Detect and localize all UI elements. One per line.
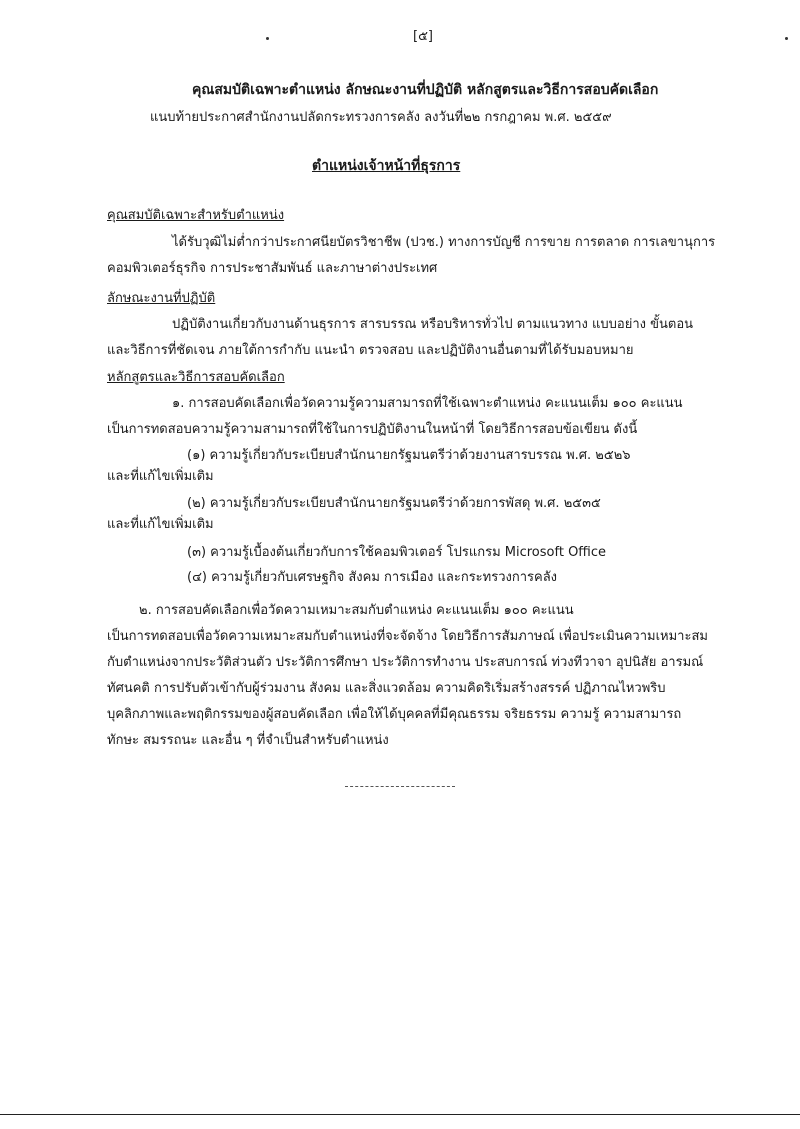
exam-part2-line-2: เป็นการทดสอบเพื่อวัดความเหมาะสมกับตำแหน่งที่จะจัดจ้าง โดยวิธีการสัมภาษณ์ เพื่อประเมินความเหมาะสม <box>107 629 708 644</box>
exam-part2-line-6: ทักษะ สมรรถนะ และอื่น ๆ ที่จำเป็นสำหรับตำแหน่ง <box>107 733 389 748</box>
exam-item-4: (๔) ความรู้เกี่ยวกับเศรษฐกิจ สังคม การเมือง และกระทรวงการคลัง <box>187 570 558 585</box>
exam-part2-line-1: ๒. การสอบคัดเลือกเพื่อวัดความเหมาะสมกับตำแหน่ง คะแนนเต็ม ๑๐๐ คะแนน <box>139 603 574 618</box>
exam-item-1-line-1: (๑) ความรู้เกี่ยวกับระเบียบสำนักนายกรัฐมนตรีว่าด้วยงานสารบรรณ พ.ศ. ๒๕๒๖ <box>187 448 631 463</box>
document-subtitle: แนบท้ายประกาศสำนักงานปลัดกระทรวงการคลัง ลงวันที่๒๒ กรกฎาคม พ.ศ. ๒๕๕๙ <box>150 110 612 125</box>
page-bottom-border <box>0 1114 800 1115</box>
qualifications-heading: คุณสมบัติเฉพาะสำหรับตำแหน่ง <box>107 208 285 223</box>
exam-item-3: (๓) ความรู้เบื้องต้นเกี่ยวกับการใช้คอมพิวเตอร์ โปรแกรม Microsoft Office <box>187 545 607 560</box>
exam-part2-line-3: กับตำแหน่งจากประวัติส่วนตัว ประวัติการศึกษา ประวัติการทำงาน ประสบการณ์ ท่วงทีวาจา อุปนิสัย อารมณ์ <box>107 655 704 670</box>
exam-part1-line-2: เป็นการทดสอบความรู้ความสามารถที่ใช้ในการปฏิบัติงานในหน้าที่ โดยวิธีการสอบข้อเขียน ดังนี้ <box>107 422 638 437</box>
duties-line-2: และวิธีการที่ชัดเจน ภายใต้การกำกับ แนะนำ ตรวจสอบ และปฏิบัติงานอื่นตามที่ได้รับมอบหมาย <box>107 343 634 358</box>
scan-speck <box>785 37 788 40</box>
exam-heading: หลักสูตรและวิธีการสอบคัดเลือก <box>107 370 285 385</box>
exam-item-1-line-2: และที่แก้ไขเพิ่มเติม <box>107 469 214 484</box>
position-title: ตำแหน่งเจ้าหน้าที่ธุรการ <box>312 158 461 174</box>
exam-item-2-line-1: (๒) ความรู้เกี่ยวกับระเบียบสำนักนายกรัฐมนตรีว่าด้วยการพัสดุ พ.ศ. ๒๕๓๕ <box>187 496 601 511</box>
scan-speck <box>266 37 269 40</box>
document-title: คุณสมบัติเฉพาะตำแหน่ง ลักษณะงานที่ปฏิบัติ หลักสูตรและวิธีการสอบคัดเลือก <box>192 82 659 98</box>
exam-part2-line-4: ทัศนคติ การปรับตัวเข้ากับผู้ร่วมงาน สังคม และสิ่งแวดล้อม ความคิดริเริ่มสร้างสรรค์ ปฏิภาณไหวพริบ <box>107 681 666 696</box>
qualifications-line-1: ได้รับวุฒิไม่ต่ำกว่าประกาศนียบัตรวิชาชีพ (ปวช.) ทางการบัญชี การขาย การตลาด การเลขานุการ <box>172 235 716 250</box>
exam-part2-line-5: บุคลิกภาพและพฤติกรรมของผู้สอบคัดเลือก เพื่อให้ได้บุคคลที่มีคุณธรรม จริยธรรม ความรู้ ความสามารถ <box>107 707 682 722</box>
duties-line-1: ปฏิบัติงานเกี่ยวกับงานด้านธุรการ สารบรรณ หรือบริหารทั่วไป ตามแนวทาง แบบอย่าง ขั้นตอน <box>172 317 694 332</box>
end-divider <box>345 786 455 787</box>
qualifications-line-2: คอมพิวเตอร์ธุรกิจ การประชาสัมพันธ์ และภาษาต่างประเทศ <box>107 261 438 276</box>
exam-part1-line-1: ๑. การสอบคัดเลือกเพื่อวัดความรู้ความสามารถที่ใช้เฉพาะตำแหน่ง คะแนนเต็ม ๑๐๐ คะแนน <box>172 396 683 411</box>
page-number: [๕] <box>413 29 433 44</box>
duties-heading: ลักษณะงานที่ปฏิบัติ <box>107 291 216 306</box>
exam-item-2-line-2: และที่แก้ไขเพิ่มเติม <box>107 517 214 532</box>
